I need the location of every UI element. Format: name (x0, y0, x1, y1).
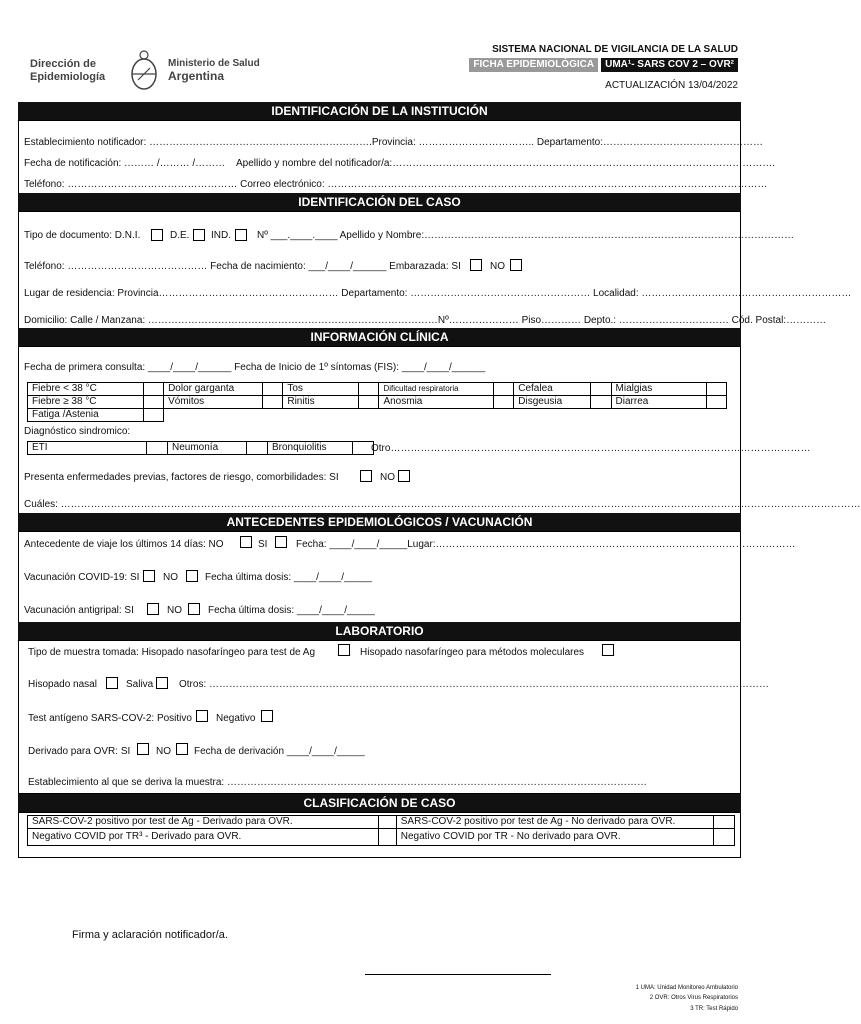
system-title: SISTEMA NACIONAL DE VIGILANCIA DE LA SALUD (492, 44, 738, 55)
diagnosis-cell: Bronquiolitis (268, 442, 353, 455)
embarazada-no-checkbox[interactable] (510, 259, 522, 271)
symptom-cell: Rinitis (283, 396, 359, 409)
viaje-si-label: SI (258, 539, 268, 550)
institution-section-title: IDENTIFICACIÓN DE LA INSTITUCIÓN (18, 102, 741, 120)
org-name-line1: Dirección de (30, 58, 97, 70)
table-row (28, 409, 727, 422)
symptom-checkbox-cell[interactable] (591, 396, 611, 409)
hisopado-ag-checkbox[interactable] (338, 644, 350, 656)
symptom-checkbox-cell[interactable] (706, 383, 726, 396)
classification-section-title: CLASIFICACIÓN DE CASO (18, 794, 741, 812)
diagnosis-cell: Neumonía (168, 442, 247, 455)
symptom-cell: Diarrea (611, 396, 706, 409)
otros-muestra-field[interactable]: Otros: …………………………………………………………………………………………………………………………………………………… (179, 679, 770, 690)
classification-option: Negativo COVID por TR³ - Derivado para OVR. (28, 829, 379, 846)
symptom-checkbox-cell[interactable] (143, 383, 163, 396)
vac-gripe-no-label: NO (167, 605, 182, 616)
telefono-institucion-field[interactable]: Teléfono: …………………………………………… Correo electrónico: …………………………………………………………………………………………………………………… (24, 179, 768, 190)
symptom-cell: Fiebre < 38 °C (28, 383, 144, 396)
fecha-derivacion-field[interactable]: Fecha de derivación ____/____/_____ (194, 746, 365, 757)
ficha-label: FICHA EPIDEMIOLÓGICA (469, 58, 598, 72)
antigeno-negativo-label: Negativo (216, 713, 256, 724)
symptom-cell: Mialgias (611, 383, 706, 396)
vac-covid-no-checkbox[interactable] (186, 570, 198, 582)
cuales-field[interactable]: Cuáles: …………………………………………………………………………………………………………………………………………………………………………………………………………………… (24, 499, 861, 510)
table-row (28, 829, 735, 846)
symptom-checkbox-cell[interactable] (359, 383, 379, 396)
classification-checkbox-cell[interactable] (713, 816, 734, 829)
classification-checkbox-cell[interactable] (379, 829, 396, 846)
symptom-checkbox-cell[interactable] (591, 383, 611, 396)
tipo-muestra-label: Tipo de muestra tomada: Hisopado nasofaríngeo para test de Ag (28, 647, 316, 658)
diagnosis-checkbox-cell[interactable] (247, 442, 268, 455)
clinical-section-title: INFORMACIÓN CLÍNICA (18, 328, 741, 346)
symptom-checkbox-cell[interactable] (494, 396, 514, 409)
enfermedades-si-checkbox[interactable] (360, 470, 372, 482)
dni-checkbox[interactable] (151, 229, 163, 241)
symptom-cell: Fiebre ≥ 38 °C (28, 396, 144, 409)
otro-diagnostico-field[interactable]: Otro……………………………………………………………………………………………………………… (371, 443, 811, 454)
domicilio-field[interactable]: Domicilio: Calle / Manzana: ……………………………………………………………………………Nº………………… Piso………… Depto.: …………………………… Cód. Postal:………… (24, 315, 827, 326)
tipo-documento-label: Tipo de documento: D.N.I. (24, 230, 141, 241)
footnote-3: 3 TR: Test Rápido (690, 1006, 738, 1012)
symptom-checkbox-cell[interactable] (706, 396, 726, 409)
symptom-checkbox-cell[interactable] (263, 396, 283, 409)
table-row (28, 442, 374, 455)
enfermedades-no-checkbox[interactable] (398, 470, 410, 482)
saliva-label: Saliva (126, 679, 154, 690)
embarazada-no-label: NO (490, 261, 505, 272)
classification-checkbox-cell[interactable] (713, 829, 734, 846)
symptom-cell: Dolor garganta (164, 383, 263, 396)
org-name-line2: Epidemiología (30, 71, 106, 83)
footnote-2: 2 OVR: Otros Virus Respiratorios (649, 995, 738, 1001)
firma-label: Firma y aclaración notificador/a. (72, 929, 228, 941)
apellido-notificador-field[interactable]: Apellido y nombre del notificador/a:……………………………………………………………………………………………………. (236, 158, 775, 169)
hisopado-nasal-checkbox[interactable] (106, 677, 118, 689)
symptom-cell: Disgeusia (514, 396, 591, 409)
diagnosis-table (27, 441, 374, 455)
symptom-checkbox-cell[interactable] (143, 396, 163, 409)
fecha-notificacion-field[interactable]: Fecha de notificación: ……… /……… /……… (24, 158, 226, 169)
hisopado-nasal-label: Hisopado nasal (28, 679, 97, 690)
classification-table (27, 815, 735, 846)
diagnosis-cell: ETI (28, 442, 147, 455)
ministry-line2: Argentina (168, 69, 225, 83)
uma-label: UMA¹- SARS COV 2 – OVR² (601, 58, 738, 72)
diagnosis-checkbox-cell[interactable] (147, 442, 168, 455)
case-section-title: IDENTIFICACIÓN DEL CASO (18, 193, 741, 211)
ind-label: IND. (211, 230, 231, 241)
symptom-cell: Dificultad respiratoria (379, 383, 494, 396)
symptom-checkbox-cell[interactable] (494, 383, 514, 396)
enfermedades-previas-label: Presenta enfermedades previas, factores de riesgo, comorbilidades: SI (24, 472, 339, 483)
vac-covid-fecha-field[interactable]: Fecha última dosis: ____/____/_____ (205, 572, 372, 583)
antigeno-negativo-checkbox[interactable] (261, 710, 273, 722)
derivado-no-label: NO (156, 746, 171, 757)
derivado-ovr-label: Derivado para OVR: SI (28, 746, 131, 757)
telefono-caso-field[interactable]: Teléfono: …………………………………… Fecha de nacimiento: ___/____/______ Embarazada: SI (24, 261, 461, 272)
saliva-checkbox[interactable] (156, 677, 168, 689)
vac-gripe-fecha-field[interactable]: Fecha última dosis: ____/____/_____ (208, 605, 375, 616)
table-row (28, 816, 735, 829)
vac-covid-no-label: NO (163, 572, 178, 583)
symptom-checkbox-cell[interactable] (143, 409, 163, 422)
diagnostico-label: Diagnóstico sindromico: (24, 426, 131, 437)
symptom-checkbox-cell[interactable] (263, 383, 283, 396)
vac-gripe-si-checkbox[interactable] (147, 603, 159, 615)
symptom-checkbox-cell[interactable] (359, 396, 379, 409)
symptom-cell: Anosmia (379, 396, 494, 409)
derivado-si-checkbox[interactable] (137, 743, 149, 755)
classification-option: SARS-COV-2 positivo por test de Ag - Derivado para OVR. (28, 816, 379, 829)
establecimiento-field[interactable]: Establecimiento notificador: ………………………………………………………….Provincia: …………………………….. Departamento:………………………………………… (24, 137, 764, 148)
ficha-title-row (469, 58, 738, 72)
symptom-cell: Cefalea (514, 383, 591, 396)
enfermedades-no-label: NO (380, 472, 395, 483)
signature-line (365, 974, 551, 975)
classification-option: Negativo COVID por TR - No derivado para OVR. (396, 829, 713, 846)
embarazada-si-checkbox[interactable] (470, 259, 482, 271)
symptom-cell: Vómitos (164, 396, 263, 409)
vacunacion-antigripal-label: Vacunación antigripal: SI (24, 605, 134, 616)
symptom-cell: Tos (283, 383, 359, 396)
numero-nombre-field[interactable]: Nº ___.____.____ Apellido y Nombre:………………………………………………………………………………………………… (257, 230, 795, 241)
epi-section-title: ANTECEDENTES EPIDEMIOLÓGICOS / VACUNACIÓN (18, 513, 741, 531)
symptoms-table (27, 382, 727, 422)
classification-checkbox-cell[interactable] (379, 816, 396, 829)
de-label: D.E. (170, 230, 190, 241)
footnote-1: 1 UMA: Unidad Monitoreo Ambulatorio (635, 985, 738, 991)
viaje-label: Antecedente de viaje los últimos 14 días: NO (24, 539, 224, 550)
update-date: ACTUALIZACIÓN 13/04/2022 (605, 80, 738, 91)
de-checkbox[interactable] (193, 229, 205, 241)
viaje-fecha-lugar-field[interactable]: Fecha: ____/____/_____Lugar:……………………………………………………………………………………………… (296, 539, 796, 550)
establecimiento-derivacion-field[interactable]: Establecimiento al que se deriva la muestra: ……………………………………………………………………………………………………………… (28, 777, 647, 788)
symptom-cell: Fatiga /Astenia (28, 409, 144, 422)
residencia-field[interactable]: Lugar de residencia: Provincia……………………………………………… Departamento: ……………………………………………… Localidad: ……………………………………………………… (24, 288, 852, 299)
vac-gripe-no-checkbox[interactable] (188, 603, 200, 615)
hisopado-molecular-label: Hisopado nasofaríngeo para métodos moleculares (360, 647, 585, 658)
viaje-no-checkbox[interactable] (240, 536, 252, 548)
lab-section-title: LABORATORIO (18, 622, 741, 640)
argentina-shield-icon (128, 48, 160, 92)
viaje-si-checkbox[interactable] (275, 536, 287, 548)
fechas-consulta-field[interactable]: Fecha de primera consulta: ____/____/______ Fecha de Inicio de 1º síntomas (FIS): ____/____/______ (24, 362, 486, 373)
table-row (28, 396, 727, 409)
vacunacion-covid-label: Vacunación COVID-19: SI (24, 572, 140, 583)
vac-covid-si-checkbox[interactable] (143, 570, 155, 582)
antigeno-positivo-checkbox[interactable] (196, 710, 208, 722)
hisopado-molecular-checkbox[interactable] (602, 644, 614, 656)
derivado-no-checkbox[interactable] (176, 743, 188, 755)
classification-option: SARS-COV-2 positivo por test de Ag - No derivado para OVR. (396, 816, 713, 829)
ind-checkbox[interactable] (235, 229, 247, 241)
test-antigeno-label: Test antígeno SARS-COV-2: Positivo (28, 713, 192, 724)
ministry-line1: Ministerio de Salud (168, 58, 260, 69)
table-row (28, 383, 727, 396)
